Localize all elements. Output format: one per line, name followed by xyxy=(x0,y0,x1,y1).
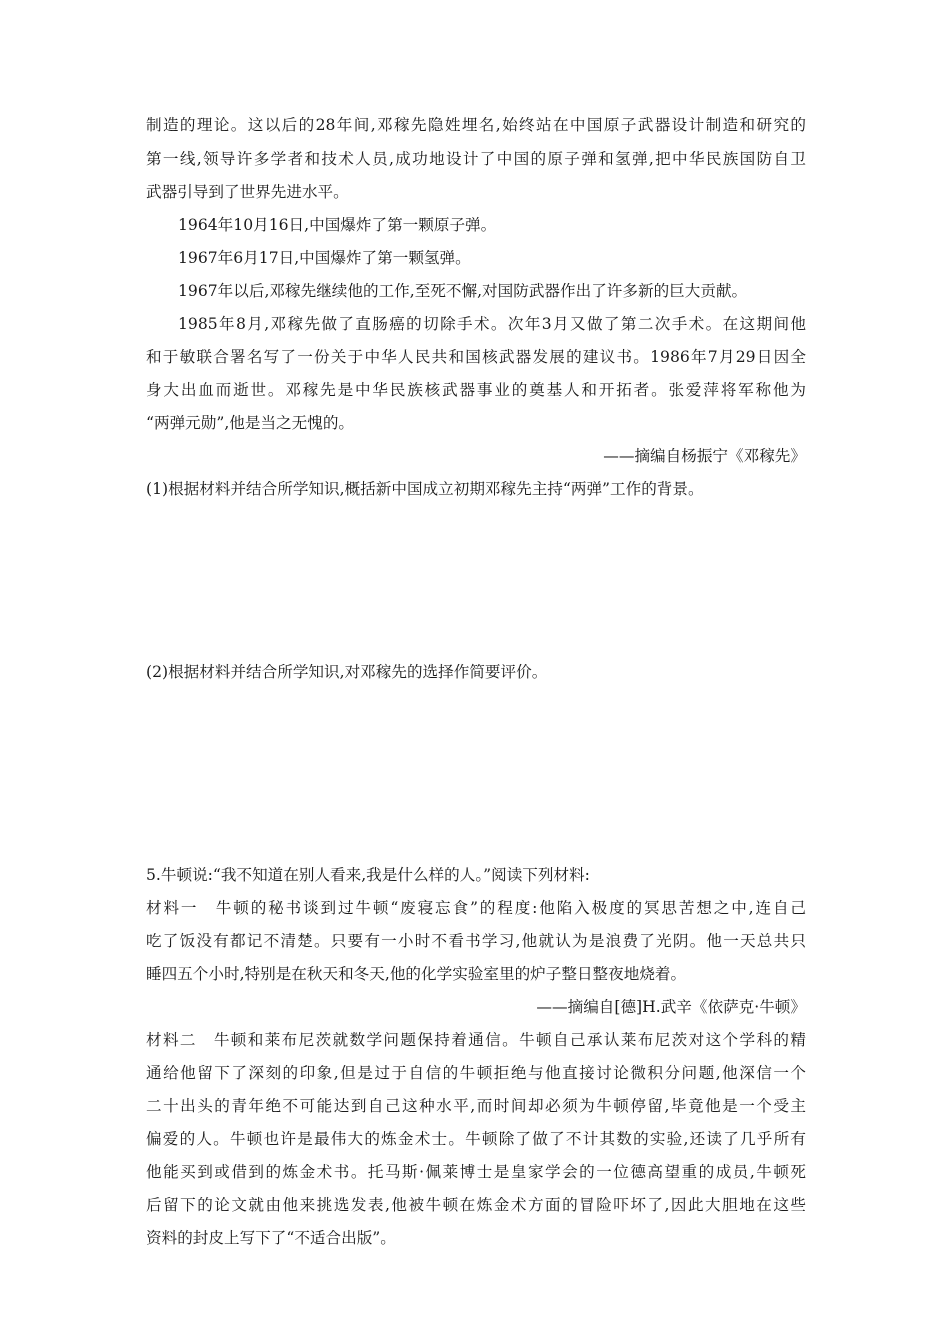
material-a-line-1: 制造的理论。这以后的28年间,邓稼先隐姓埋名,始终站在中国原子武器设计制造和研究的 xyxy=(146,116,806,134)
material-a-line-3: 武器引导到了世界先进水平。 xyxy=(146,183,349,201)
paragraph-1967-hbomb: 1967年6月17日,中国爆炸了第一颗氢弹。 xyxy=(178,249,471,267)
material-a-line-2: 第一线,领导许多学者和技术人员,成功地设计了中国的原子弹和氢弹,把中华民族国防自卫 xyxy=(146,150,806,168)
question-2: (2)根据材料并结合所学知识,对邓稼先的选择作简要评价。 xyxy=(146,663,548,681)
question-5-intro: 5.牛顿说:“我不知道在别人看来,我是什么样的人。”阅读下列材料: xyxy=(146,866,590,884)
material-1-line-3: 睡四五个小时,特别是在秋天和冬天,他的化学实验室里的炉子整日整夜地烧着。 xyxy=(146,965,687,983)
material-2-line-7: 资料的封皮上写下了“不适合出版”。 xyxy=(146,1229,396,1247)
paragraph-1964: 1964年10月16日,中国爆炸了第一颗原子弹。 xyxy=(178,216,497,234)
material-2-line-6: 后留下的论文就由他来挑选发表,他被牛顿在炼金术方面的冒险吓坏了,因此大胆地在这些 xyxy=(146,1196,806,1214)
material-2-line-3: 二十出头的青年绝不可能达到自己这种水平,而时间却必须为牛顿停留,毕竟他是一个受主 xyxy=(146,1097,806,1115)
material-2-line-5: 他能买到或借到的炼金术书。托马斯·佩莱博士是皇家学会的一位德高望重的成员,牛顿死 xyxy=(146,1163,806,1181)
paragraph-1985-line-4: “两弹元勋”,他是当之无愧的。 xyxy=(146,414,355,432)
material-1-line-2: 吃了饭没有都记不清楚。只要有一小时不看书学习,他就认为是浪费了光阴。他一天总共只 xyxy=(146,932,806,950)
material-1-line-1: 材料一 牛顿的秘书谈到过牛顿“废寝忘食”的程度:他陷入极度的冥思苦想之中,连自己 xyxy=(146,899,806,917)
question-1: (1)根据材料并结合所学知识,概括新中国成立初期邓稼先主持“两弹”工作的背景。 xyxy=(146,480,704,498)
material-a-source: ——摘编自杨振宁《邓稼先》 xyxy=(603,447,806,465)
material-2-line-2: 通给他留下了深刻的印象,但是过于自信的牛顿拒绝与他直接讨论微积分问题,他深信一个 xyxy=(146,1064,806,1082)
material-1-source: ——摘编自[德]H.武辛《依萨克·牛顿》 xyxy=(536,998,806,1016)
paragraph-1985-line-1: 1985年8月,邓稼先做了直肠癌的切除手术。次年3月又做了第二次手术。在这期间他 xyxy=(178,315,806,333)
material-2-line-1: 材料二 牛顿和莱布尼茨就数学问题保持着通信。牛顿自己承认莱布尼茨对这个学科的精 xyxy=(146,1031,806,1049)
material-2-line-4: 偏爱的人。牛顿也许是最伟大的炼金术士。牛顿除了做了不计其数的实验,还读了几乎所有 xyxy=(146,1130,806,1148)
paragraph-1985-line-2: 和于敏联合署名写了一份关于中华人民共和国核武器发展的建议书。1986年7月29日因全 xyxy=(146,348,806,366)
paragraph-1985-line-3: 身大出血而逝世。邓稼先是中华民族核武器事业的奠基人和开拓者。张爱萍将军称他为 xyxy=(146,381,806,399)
paragraph-1967-after: 1967年以后,邓稼先继续他的工作,至死不懈,对国防武器作出了许多新的巨大贡献。 xyxy=(178,282,748,300)
